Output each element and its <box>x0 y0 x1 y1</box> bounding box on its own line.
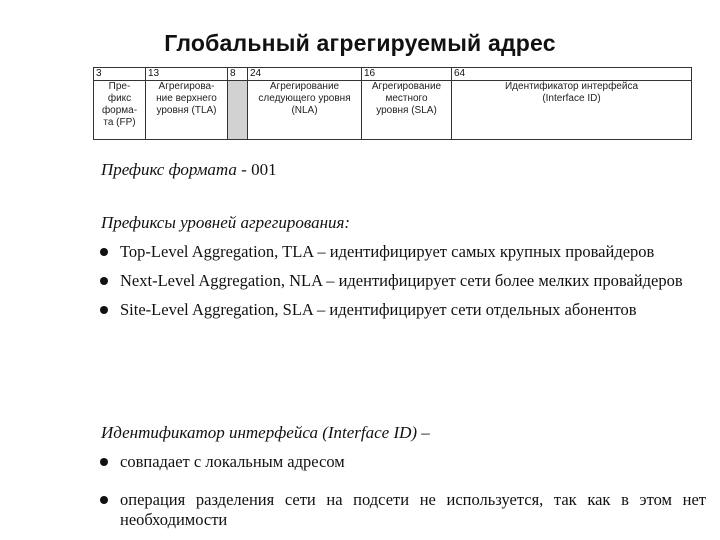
bits-fp: 3 <box>94 68 146 81</box>
field-name-row <box>94 81 692 140</box>
address-format-table <box>93 67 692 140</box>
list-item-tla: Top-Level Aggregation, TLA – идентифицирует самых крупных провайдеров <box>98 242 706 262</box>
bullet-icon <box>100 248 108 256</box>
field-sla: Агрегирование местного уровня (SLA) <box>362 81 452 140</box>
bit-length-row <box>94 68 692 81</box>
interface-id-list <box>98 452 706 530</box>
field-tla: Агрегирова- ние верхнего уровня (TLA) <box>146 81 228 140</box>
bullet-icon <box>100 496 108 504</box>
aggregation-list <box>98 242 706 320</box>
bits-sla: 16 <box>362 68 452 81</box>
bullet-icon <box>100 306 108 314</box>
format-prefix-value: - 001 <box>236 160 277 179</box>
bullet-icon <box>100 277 108 285</box>
aggregation-heading: Префиксы уровней агрегирования: <box>101 213 351 232</box>
field-reserved <box>228 81 248 140</box>
field-interface-id: Идентификатор интерфейса (Interface ID) <box>452 81 692 140</box>
interface-id-heading: Идентификатор интерфейса (Interface ID) – <box>101 423 430 442</box>
format-prefix-line <box>101 160 277 180</box>
page-title: Глобальный агрегируемый адрес <box>164 30 556 56</box>
bits-tla: 13 <box>146 68 228 81</box>
list-item-interface-1: совпадает с локальным адресом <box>98 452 706 472</box>
list-item-nla: Next-Level Aggregation, NLA – идентифицирует сети более мелких провайдеров <box>98 271 706 291</box>
format-prefix-label: Префикс формата <box>101 160 237 179</box>
field-fp: Пре- фикс форма- та (FP) <box>94 81 146 140</box>
field-nla: Агрегирование следующего уровня (NLA) <box>248 81 362 140</box>
bits-interface-id: 64 <box>452 68 692 81</box>
bullet-icon <box>100 458 108 466</box>
list-item-sla: Site-Level Aggregation, SLA – идентифицирует сети отдельных абонентов <box>98 300 706 320</box>
bits-nla: 24 <box>248 68 362 81</box>
list-item-interface-2: операция разделения сети на подсети не используется, так как в этом нет необходимости <box>98 490 706 530</box>
bits-reserved: 8 <box>228 68 248 81</box>
